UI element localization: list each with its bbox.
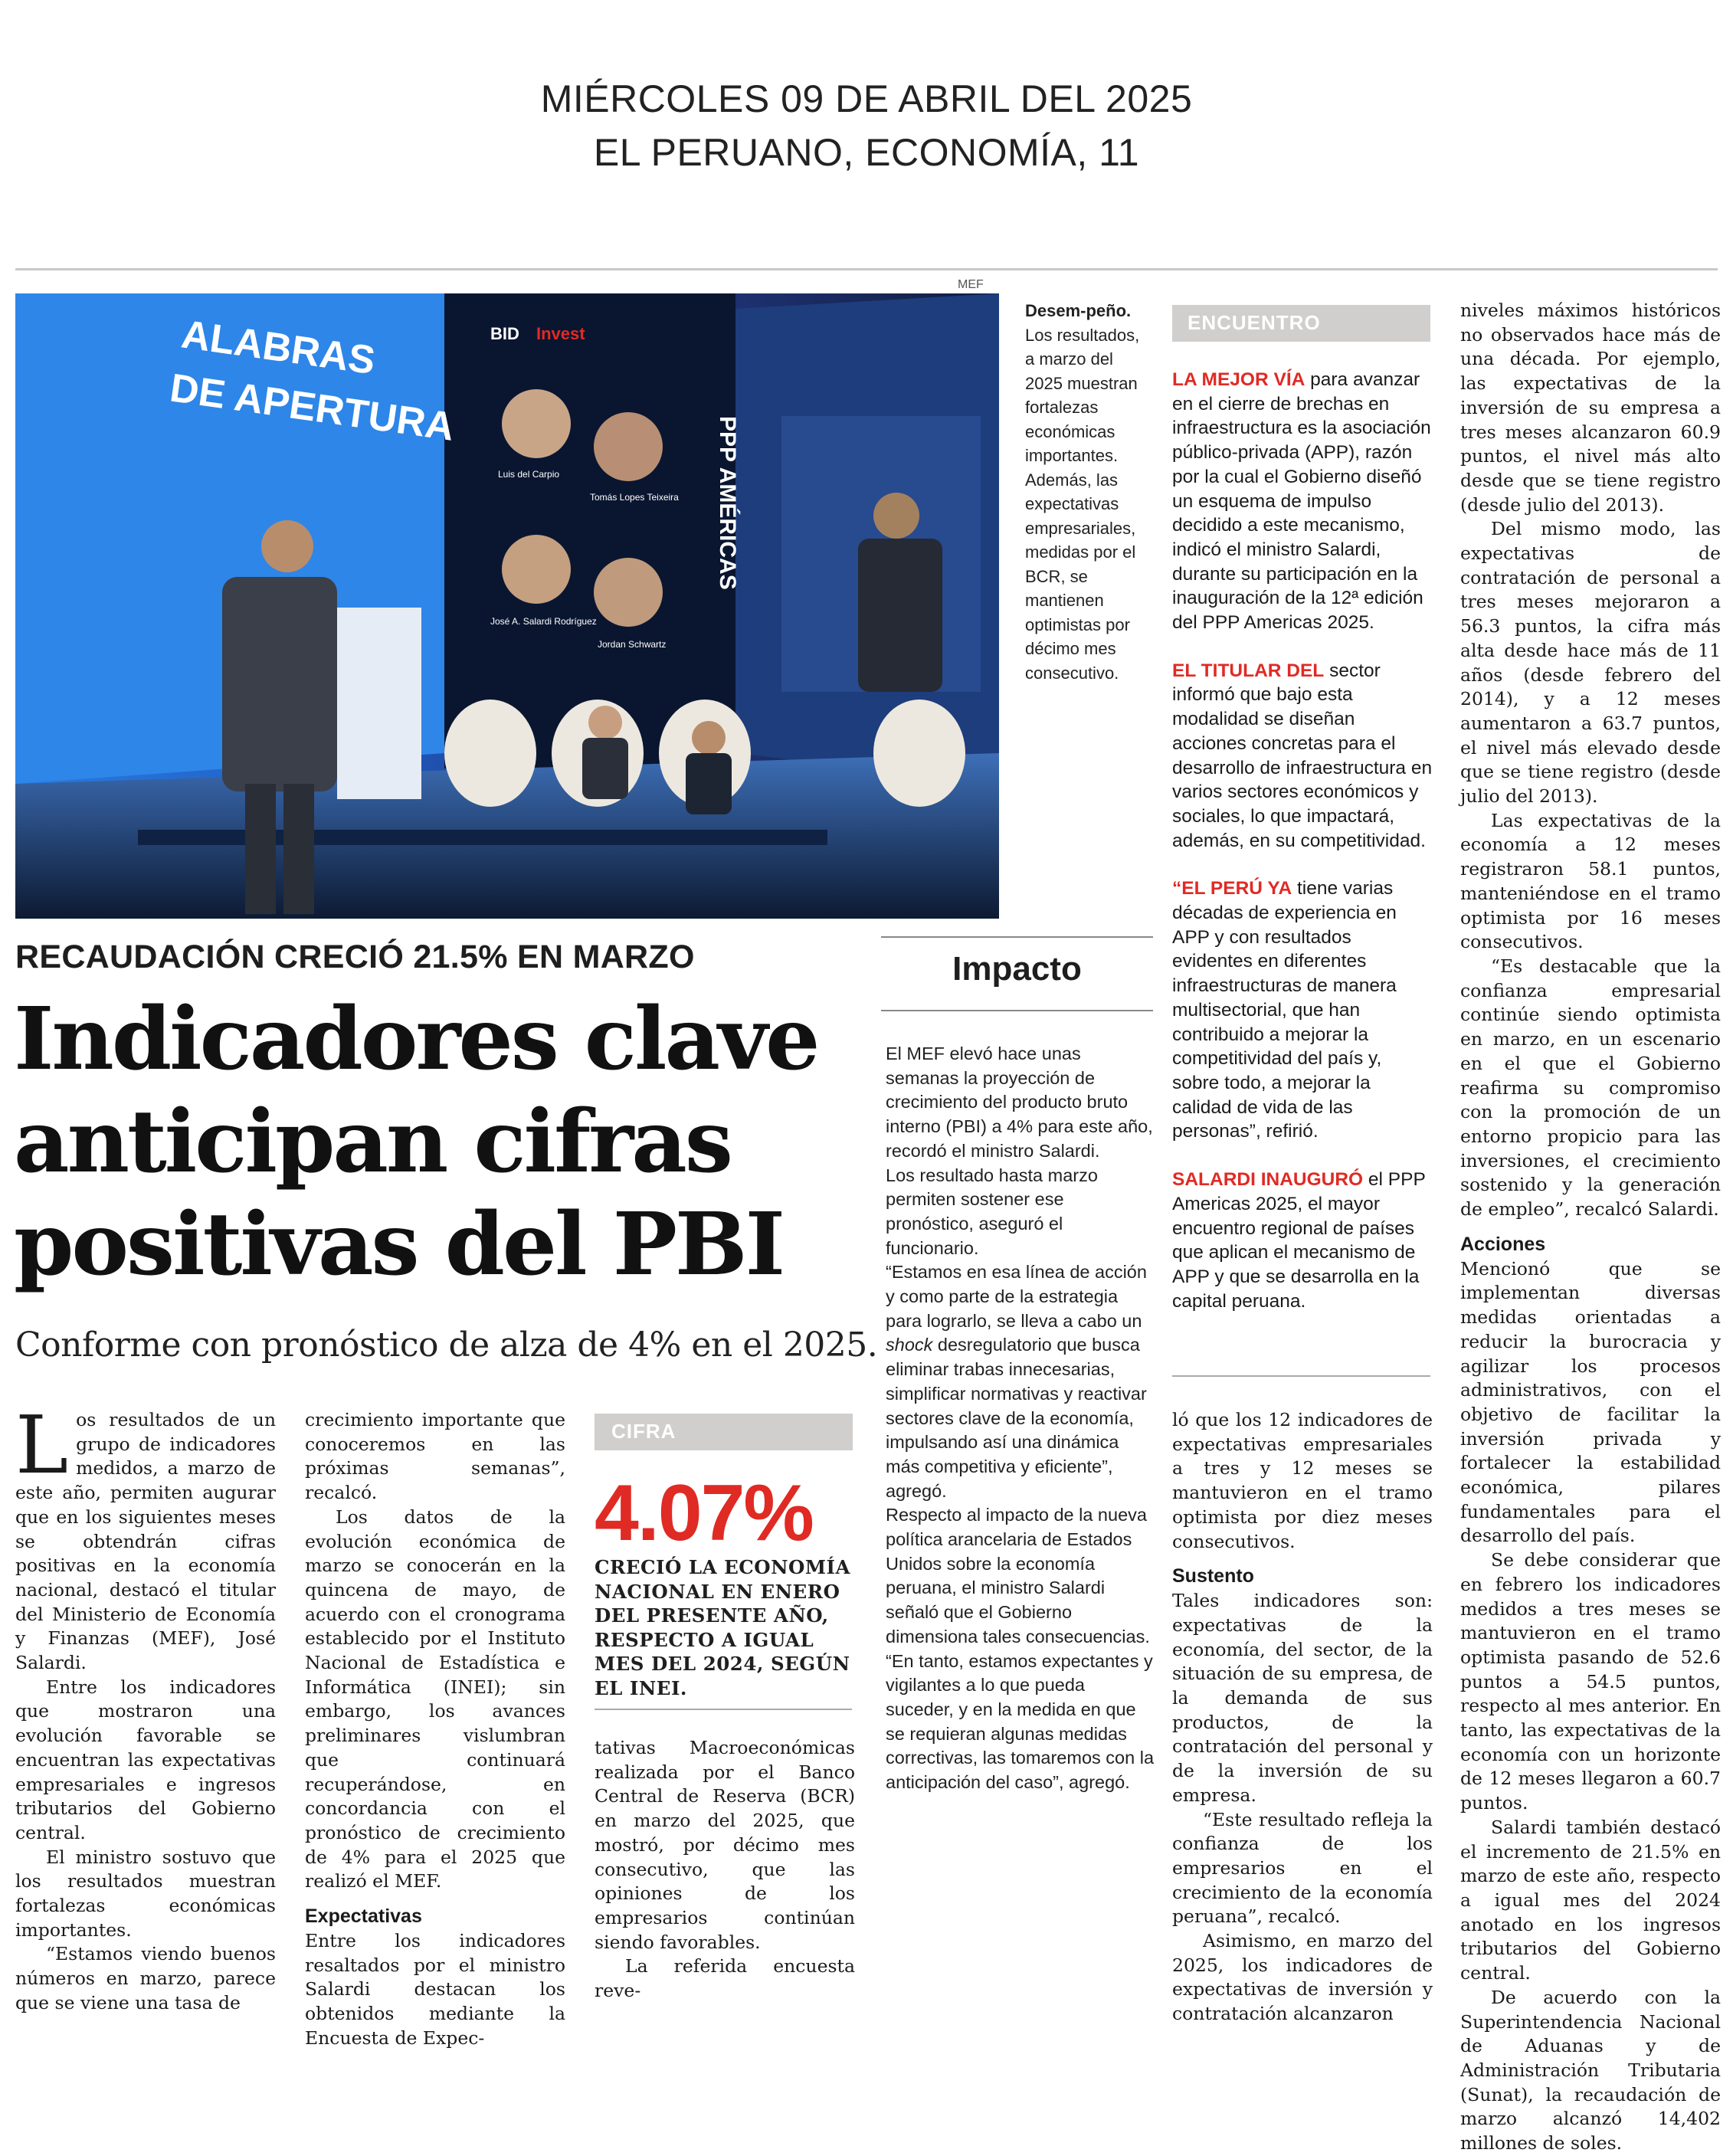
article-column-2 — [305, 1408, 565, 2051]
impacto-p5: “En tanto, estamos expectantes y vigilantes a lo que pueda suceder, y en la medida en que se requieran algunas medidas correctivas, las tomaremos con la anticipación del caso”, agregó. — [886, 1650, 1155, 1793]
speaker-3: José A. Salardi Rodríguez — [490, 616, 597, 627]
encuentro-b2-text: sector informó que bajo esta modalidad se diseñan acciones concretas para el desarrollo de infraestructura en varios sectores económicos y sociales, lo que impactará, además, en su competitividad. — [1172, 660, 1433, 851]
article-photo — [15, 293, 999, 919]
impacto-p3 — [886, 1260, 1154, 1503]
drop-cap: L — [15, 1398, 69, 1492]
encuentro-body — [1172, 368, 1433, 1337]
col5-p3: “Este resultado refleja la confianza de los empresarios en el crecimiento de la economía peruana”, recalcó. — [1172, 1808, 1433, 1928]
impacto-p1: El MEF elevó hace unas semanas la proyección de crecimiento del producto bruto interno (PBI) a 4% para este año, recordó el ministro Salardi. — [886, 1044, 1153, 1161]
deck: Conforme con pronóstico de alza de 4% en el 2025. — [15, 1325, 878, 1365]
encuentro-b3-text: tiene varias décadas de experiencia en APP y con resultados evidentes en diferentes infraestructuras de manera multisectorial, que han contribuido a mejorar la competitividad del país y, sobre todo, a mejorar la calidad de vida de las personas”, refirió. — [1172, 878, 1397, 1142]
col2-p1: crecimiento importante que conoceremos en las próximas semanas”, recalcó. — [305, 1409, 565, 1504]
speaker-2: Tomás Lopes Teixeira — [590, 492, 679, 503]
col5-p1: ló que los 12 indicadores de expectativas empresariales a tres y 12 meses se mantuvieron en el tramo optimista por diez meses consecutivos. — [1172, 1409, 1433, 1552]
cifra-text: CRECIÓ LA ECONOMÍA NACIONAL EN ENERO DEL PRESENTE AÑO, RESPECTO A IGUAL MES DEL 2024, SEGÚN EL INEI. — [595, 1556, 850, 1699]
cifra-rule — [595, 1709, 852, 1710]
caption-text: Los resultados, a marzo del 2025 muestran fortalezas económicas importantes. Además, las expectativas empresariales, medidas por el BCR, se mantienen optimistas por décimo mes consecutivo. — [1025, 325, 1140, 683]
impacto-p2: Los resultado hasta marzo permiten sostener ese pronóstico, aseguró el funcionario. — [886, 1165, 1098, 1258]
cifra-label: CIFRA — [595, 1414, 853, 1450]
encuentro-b3-lead: “EL PERÚ YA — [1172, 878, 1292, 899]
impacto-p4: Respecto al impacto de la nueva política arancelaria de Estados Unidos sobre la economía peruana, el ministro Salardi señaló que el Gobierno dimensiona tales consecuencias. — [886, 1505, 1150, 1646]
col6-p3: Las expectativas de la economía a 12 meses registraron 58.1 puntos, manteniéndose en el tramo optimista por 16 meses consecutivos. — [1460, 809, 1721, 953]
header-rule — [15, 268, 1718, 270]
dateline-section: EL PERUANO, ECONOMÍA, 11 — [593, 131, 1140, 174]
encuentro-b4-lead: SALARDI INAUGURÓ — [1172, 1169, 1364, 1191]
screen-text-3: PPP AMÉRICAS — [715, 416, 740, 590]
encuentro-rule — [1172, 1375, 1430, 1377]
col3-p2: La referida encuesta reve- — [595, 1955, 855, 2002]
encuentro-b3 — [1172, 876, 1433, 1144]
encuentro-b1 — [1172, 368, 1433, 635]
speaker-4: Jordan Schwartz — [598, 639, 667, 650]
dateline-date: MIÉRCOLES 09 DE ABRIL DEL 2025 — [540, 77, 1193, 120]
col1-p4: “Estamos viendo buenos números en marzo, parece que se viene una tasa de — [15, 1943, 276, 2013]
article-column-6 — [1460, 299, 1721, 2156]
col6-p1: niveles máximos históricos no observados hace más de una década. Por ejemplo, las expectativas de la inversión de su empresa a tres meses alcanzaron 60.9 puntos, el nivel más alto desde que se tiene registro (desde julio del 2013). — [1460, 300, 1721, 516]
photo-credit: MEF — [958, 278, 984, 291]
kicker: RECAUDACIÓN CRECIÓ 21.5% EN MARZO — [15, 939, 695, 975]
article-column-1 — [15, 1398, 276, 2016]
article-column-3 — [595, 1736, 855, 2004]
sponsor-1: BID — [490, 324, 519, 343]
encuentro-b4 — [1172, 1168, 1433, 1313]
col6-p4: “Es destacable que la confianza empresarial continúe siendo optimista en marzo, en un escenario en el que el Gobierno reafirma su compromiso con la promoción de un entorno propicio para las inversiones, el crecimiento sostenido y la generación de empleo”, recalcó Salardi. — [1460, 955, 1721, 1221]
screen-text-2: DE APERTURA — [167, 365, 457, 450]
col2-p2: Los datos de la evolución económica de marzo se conocerán en la quincena de mayo, de acuerdo con el cronograma establecido por el Instituto Nacional de Estadística e Informática (INEI); sin embargo, los avances preliminares vislumbran que continuará recuperándose, en concordancia con el pronóstico de crecimiento de 4% para el 2025 que realizó el MEF. — [305, 1506, 565, 1892]
impacto-p3a: “Estamos en esa línea de acción y como parte de la estrategia para lograrlo, se lleva a cabo un — [886, 1262, 1147, 1331]
col6-p2: Del mismo modo, las expectativas de contratación de personal a tres meses mejoraron a 56.3 puntos, la cifra más alta desde hace más de 11 años (desde febrero del 2014), y a 12 meses aumentaron a 63.7 puntos, el nivel más elevado desde que se tiene registro (desde julio del 2013). — [1460, 518, 1721, 808]
headline: Indicadores clave anticipan cifras positivas del PBI — [14, 989, 818, 1295]
article-column-5 — [1172, 1408, 1433, 2027]
screen-text-1: ALABRAS — [179, 312, 378, 384]
subhead-sustento: Sustento — [1172, 1565, 1254, 1588]
col1-p1: os resultados de un grupo de indicadores medidos, a marzo de este año, permiten augurar que en los siguientes meses se obtendrán cifras positivas en la economía nacional, destacó el titular del Ministerio de Economía y Finanzas (MEF), José Salardi. — [15, 1409, 276, 1674]
impacto-title: Impacto — [952, 950, 1082, 988]
col1-p2: Entre los indicadores que mostraron una evolución favorable se encuentran las expectativas empresariales e ingresos tributarios del Gobierno central. — [15, 1676, 276, 1843]
encuentro-b2 — [1172, 659, 1433, 854]
col5-p2: Tales indicadores son: expectativas de la economía, del sector, de la situación de su empresa, de la demanda de sus productos, de la contratación del personal y de la inversión de su empresa. — [1172, 1590, 1433, 1806]
col5-p4: Asimismo, en marzo del 2025, los indicadores de expectativas de inversión y contratación alcanzaron — [1172, 1930, 1433, 2025]
encuentro-b1-lead: LA MEJOR VÍA — [1172, 369, 1305, 390]
encuentro-label: ENCUENTRO — [1172, 305, 1430, 342]
col6-p7: Salardi también destacó el incremento de 21.5% en marzo de este año, respecto a igual mes del 2024 anotado en los ingresos tributarios del Gobierno central. — [1460, 1816, 1721, 1984]
col3-p1: tativas Macroeconómicas realizada por el Banco Central de Reserva (BCR) en marzo del 2025, que mostró, por décimo mes consecutivo, que las opiniones de los empresarios continúan siendo favorables. — [595, 1737, 855, 1953]
encuentro-b1-text: para avanzar en el cierre de brechas en infraestructura es la asociación público-privada (APP), razón por la cual el Gobierno diseñó un esquema de impulso decidido a este mecanismo, indicó el ministro Salardi, durante su participación en la inauguración de la 12ª edición del PPP Americas 2025. — [1172, 369, 1431, 634]
photo-caption — [1025, 299, 1148, 685]
col2-p3: Entre los indicadores resaltados por el ministro Salardi destacan los obtenidos mediante la Encuesta de Expec- — [305, 1930, 565, 2049]
encuentro-b4-text: el PPP Americas 2025, el mayor encuentro regional de países que aplican el mecanismo de APP y que se desarrolla en la capital peruana. — [1172, 1169, 1426, 1312]
impacto-p3-em: shock — [886, 1335, 933, 1355]
subhead-expectativas: Expectativas — [305, 1905, 422, 1928]
col6-p6: Se debe considerar que en febrero los indicadores medidos a tres meses se mantuvieron en el tramo optimista pasando de 52.6 puntos a 54.5 puntos, respecto al mes anterior. En tanto, las expectativas de la economía con un horizonte de 12 meses llegaron a 60.7 puntos. — [1460, 1549, 1721, 1814]
subhead-acciones: Acciones — [1460, 1233, 1546, 1255]
sponsor-2: Invest — [536, 324, 585, 343]
impacto-p3b: desregulatorio que busca eliminar trabas innecesarias, simplificar normativas y reactivar sectores clave de la economía, impulsando así una dinámica más competitiva y eficiente”, agregó. — [886, 1335, 1147, 1501]
cifra-number: 4.07% — [595, 1469, 813, 1558]
speaker-1: Luis del Carpio — [498, 469, 560, 480]
encuentro-b2-lead: EL TITULAR DEL — [1172, 660, 1325, 681]
col1-p3: El ministro sostuvo que los resultados muestran fortalezas económicas importantes. — [15, 1846, 276, 1941]
col6-p5: Mencionó que se implementan diversas medidas orientadas a reducir la burocracia y agilizar los procesos administrativos, con el objetivo de facilitar la inversión privada y fortalecer la estabilidad económica, pilares fundamentales para el desarrollo del país. — [1460, 1257, 1721, 1547]
impacto-rule-top — [881, 936, 1153, 938]
col6-p8: De acuerdo con la Superintendencia Nacional de Aduanas y de Administración Tributaria (Sunat), la recaudación de marzo alcanzó 14,402 millones de soles. — [1460, 1986, 1721, 2154]
caption-lead: Desem-peño. — [1025, 301, 1132, 320]
impacto-rule-bottom — [881, 1010, 1153, 1011]
impacto-body — [886, 1042, 1154, 1795]
